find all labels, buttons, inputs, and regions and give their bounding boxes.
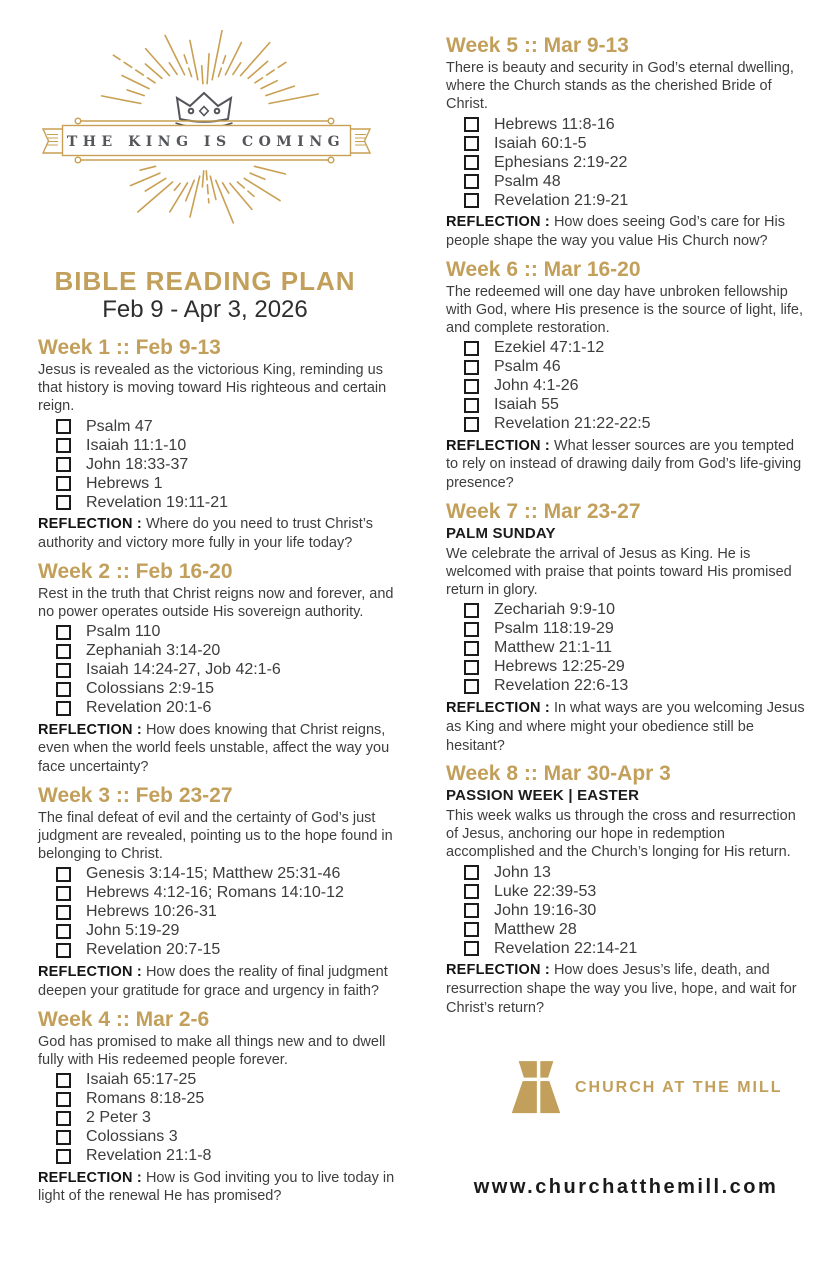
checkbox-icon[interactable] — [464, 922, 479, 937]
checkbox-icon[interactable] — [464, 341, 479, 356]
reading-item — [446, 396, 806, 415]
reflection-label: REFLECTION : — [446, 962, 550, 979]
checkbox-icon[interactable] — [464, 379, 479, 394]
checkbox-icon[interactable] — [56, 1073, 71, 1088]
reading-item — [38, 680, 398, 699]
reading-list — [446, 601, 806, 696]
reflection-label: REFLECTION : — [38, 721, 142, 738]
reading-label: Hebrews 4:12-16; Romans 14:10-12 — [86, 884, 344, 902]
reading-label: Hebrews 12:25-29 — [494, 658, 625, 676]
reading-label: Zechariah 9:9-10 — [494, 601, 615, 619]
reflection-label: REFLECTION : — [38, 516, 142, 532]
reflection-text: How does Jesus’s life, death, and resurrection shape the way you live, hope, and wait for Christ’s return? — [446, 962, 797, 1016]
checkbox-icon[interactable] — [464, 865, 479, 880]
reflection — [446, 961, 806, 1017]
reading-item — [38, 865, 398, 884]
checkbox-icon[interactable] — [56, 886, 71, 901]
reading-label: John 13 — [494, 863, 551, 881]
week-section — [38, 561, 398, 777]
checkbox-icon[interactable] — [56, 1149, 71, 1164]
reading-list — [38, 623, 398, 718]
week-heading: Week 1 :: Feb 9-13 — [38, 336, 221, 359]
reading-item — [38, 1071, 398, 1090]
week-heading: Week 3 :: Feb 23-27 — [38, 783, 233, 807]
reading-label: Hebrews 10:26-31 — [86, 903, 217, 921]
week-description: Jesus is revealed as the victorious King, reminding us that history is moving toward His righteous and certain reign. — [38, 362, 387, 414]
banner-text: THE KING IS COMING — [66, 134, 346, 150]
week-description: This week walks us through the cross and resurrection of Jesus, anchoring our hope in redemption accomplished and the Church’s longing for His return. — [446, 808, 796, 861]
reading-label: Isaiah 55 — [494, 396, 559, 414]
reading-item — [38, 1109, 398, 1128]
checkbox-icon[interactable] — [56, 438, 71, 453]
week-section — [446, 763, 806, 1017]
reflection-text: How is God inviting you to live today in light of the renewal He has promised? — [38, 1169, 395, 1205]
week-heading: Week 2 :: Feb 16-20 — [38, 559, 233, 583]
reading-label: Psalm 47 — [86, 417, 153, 435]
reading-item — [446, 191, 806, 210]
week-description: God has promised to make all things new and to dwell fully with His redeemed people forever. — [38, 1033, 386, 1068]
checkbox-icon[interactable] — [56, 1092, 71, 1107]
reading-item — [38, 1147, 398, 1166]
reading-label: Romans 8:18-25 — [86, 1090, 205, 1108]
king-is-coming-logo — [33, 30, 373, 250]
reading-item — [446, 620, 806, 639]
reading-item — [446, 677, 806, 696]
checkbox-icon[interactable] — [464, 193, 479, 208]
sunburst-rays-icon — [102, 31, 319, 104]
reading-label: Revelation 21:9-21 — [494, 191, 629, 209]
reading-item — [38, 884, 398, 903]
checkbox-icon[interactable] — [56, 1111, 71, 1126]
reading-list — [38, 865, 398, 960]
checkbox-icon[interactable] — [464, 679, 479, 694]
reading-list — [446, 115, 806, 210]
reflection — [38, 721, 398, 777]
checkbox-icon[interactable] — [464, 174, 479, 189]
reading-item — [38, 493, 398, 512]
website-url[interactable]: www.churchatthemill.com — [473, 1175, 779, 1198]
reading-label: Hebrews 11:8-16 — [494, 115, 615, 133]
logo-graphic — [33, 30, 373, 250]
reflection-text: What lesser sources are you tempted to rely on instead of drawing daily from God’s life-giving presence? — [446, 437, 802, 492]
reading-item — [446, 639, 806, 658]
reading-label: Matthew 28 — [494, 920, 577, 938]
reflection-label: REFLECTION : — [446, 699, 550, 716]
reflection — [38, 1169, 398, 1207]
reading-label: John 18:33-37 — [86, 455, 189, 473]
week-description: The redeemed will one day have unbroken fellowship with God, where His presence is the source of light, life, and complete restoration. — [446, 283, 804, 336]
reflection — [446, 699, 806, 755]
reading-item — [446, 172, 806, 191]
reading-label: Genesis 3:14-15; Matthew 25:31-46 — [86, 865, 341, 883]
checkbox-icon[interactable] — [464, 884, 479, 899]
reading-item — [38, 661, 398, 680]
reading-item — [446, 601, 806, 620]
reading-item — [38, 474, 398, 493]
reading-label: Revelation 21:22-22:5 — [494, 415, 651, 433]
reading-label: Isaiah 65:17-25 — [86, 1071, 197, 1089]
week-heading: Week 6 :: Mar 16-20 — [446, 257, 641, 281]
reading-label: Revelation 22:6-13 — [494, 677, 629, 695]
reading-label: Psalm 110 — [86, 623, 161, 641]
left-column — [38, 30, 398, 1214]
reading-label: Revelation 22:14-21 — [494, 939, 638, 957]
reflection-text: How does knowing that Christ reigns, even when the world feels unstable, affect the way you face uncertainty? — [38, 721, 390, 776]
reflection — [38, 515, 398, 553]
checkbox-icon[interactable] — [464, 603, 479, 618]
checkbox-icon[interactable] — [464, 155, 479, 170]
week-description: The final defeat of evil and the certainty of God’s just judgment are revealed, pointing us to the hope found in belonging to Christ. — [38, 809, 393, 862]
reading-item — [446, 377, 806, 396]
reading-item — [38, 436, 398, 455]
reading-list — [446, 863, 806, 958]
reading-label: Revelation 20:7-15 — [86, 941, 221, 959]
week-description: There is beauty and security in God’s eternal dwelling, where the Church stands as the cherished Bride of Christ. — [446, 60, 794, 112]
week-description: Rest in the truth that Christ reigns now and forever, and no power operates outside His sovereign authority. — [38, 585, 394, 620]
checkbox-icon[interactable] — [464, 660, 479, 675]
checkbox-icon[interactable] — [56, 1130, 71, 1145]
reading-label: Psalm 118:19-29 — [494, 620, 614, 638]
reading-item — [38, 623, 398, 642]
checkbox-icon[interactable] — [56, 905, 71, 920]
checkbox-icon[interactable] — [56, 419, 71, 434]
reading-list — [446, 339, 806, 434]
checkbox-icon[interactable] — [56, 457, 71, 472]
reading-item — [446, 658, 806, 677]
checkbox-icon[interactable] — [464, 941, 479, 956]
week-heading: Week 4 :: Mar 2-6 — [38, 1007, 210, 1031]
checkbox-icon[interactable] — [464, 398, 479, 413]
week-subheading: PASSION WEEK | EASTER — [446, 787, 640, 805]
week-heading: Week 5 :: Mar 9-13 — [446, 34, 629, 57]
checkbox-icon[interactable] — [464, 360, 479, 375]
reading-item — [446, 115, 806, 134]
reading-label: John 19:16-30 — [494, 901, 597, 919]
checkbox-icon[interactable] — [464, 136, 479, 151]
reflection-text: How does seeing God’s care for His people shape the way you value His Church now? — [446, 214, 785, 249]
reading-item — [446, 939, 806, 958]
reading-item — [446, 153, 806, 172]
week-subheading: PALM SUNDAY — [446, 524, 556, 542]
reading-item — [446, 358, 806, 377]
reflection — [446, 437, 806, 493]
reflection-text: In what ways are you welcoming Jesus as King and where might your obedience still be hesitant? — [446, 699, 805, 754]
reading-item — [446, 882, 806, 901]
reading-label: Colossians 2:9-15 — [86, 680, 215, 698]
checkbox-icon[interactable] — [56, 943, 71, 958]
reflection-text: How does the reality of final judgment deepen your gratitude for grace and urgency in faith? — [38, 963, 388, 999]
banner-ribbon — [43, 118, 370, 163]
reading-label: Zephaniah 3:14-20 — [86, 642, 221, 660]
church-at-the-mill-logo — [510, 1060, 806, 1116]
reading-item — [38, 699, 398, 718]
page-title: BIBLE READING PLAN — [54, 266, 356, 296]
church-name: CHURCH AT THE MILL — [575, 1078, 783, 1096]
reading-label: Isaiah 11:1-10 — [86, 436, 187, 454]
reading-label: Hebrews 1 — [86, 474, 163, 492]
reading-label: 2 Peter 3 — [86, 1109, 151, 1127]
reading-item — [38, 642, 398, 661]
week-description: We celebrate the arrival of Jesus as King. He is welcomed with praise that points toward His promised return in glory. — [446, 545, 792, 598]
week-section — [446, 501, 806, 755]
checkbox-icon[interactable] — [56, 625, 71, 640]
reading-label: Isaiah 60:1-5 — [494, 134, 587, 152]
checkbox-icon[interactable] — [56, 867, 71, 882]
reading-item — [38, 417, 398, 436]
week-section — [38, 785, 398, 1001]
reflection-label: REFLECTION : — [446, 214, 550, 230]
reading-item — [38, 1128, 398, 1147]
reading-label: Luke 22:39-53 — [494, 882, 597, 900]
week-heading: Week 7 :: Mar 23-27 — [446, 499, 641, 523]
reading-item — [446, 920, 806, 939]
reading-label: John 5:19-29 — [86, 922, 180, 940]
reading-label: Psalm 46 — [494, 358, 561, 376]
checkbox-icon[interactable] — [56, 682, 71, 697]
reading-item — [38, 455, 398, 474]
reading-item — [38, 941, 398, 960]
date-range: Feb 9 - Apr 3, 2026 — [102, 296, 308, 323]
week-section — [446, 35, 806, 251]
checkbox-icon[interactable] — [56, 644, 71, 659]
checkbox-icon[interactable] — [464, 117, 479, 132]
reading-label: Revelation 20:1-6 — [86, 699, 212, 717]
reading-label: Isaiah 14:24-27, Job 42:1-6 — [86, 661, 281, 679]
reading-label: Matthew 21:1-11 — [494, 639, 612, 657]
reflection-label: REFLECTION : — [38, 1169, 142, 1186]
sunburst-rays-icon — [130, 166, 285, 223]
reflection — [38, 963, 398, 1001]
reading-label: Revelation 21:1-8 — [86, 1147, 212, 1165]
reading-item — [446, 863, 806, 882]
checkbox-icon[interactable] — [464, 417, 479, 432]
week-section — [38, 1009, 398, 1207]
reflection — [446, 213, 806, 251]
checkbox-icon[interactable] — [56, 495, 71, 510]
checkbox-icon[interactable] — [56, 701, 71, 716]
reading-item — [446, 339, 806, 358]
reading-label: Colossians 3 — [86, 1128, 178, 1146]
church-cross-mark-icon — [510, 1060, 562, 1116]
checkbox-icon[interactable] — [56, 663, 71, 678]
reflection-label: REFLECTION : — [38, 963, 142, 980]
checkbox-icon[interactable] — [464, 622, 479, 637]
checkbox-icon[interactable] — [464, 903, 479, 918]
reading-item — [446, 415, 806, 434]
reflection-label: REFLECTION : — [446, 437, 550, 454]
week-section — [446, 259, 806, 493]
reading-label: Ephesians 2:19-22 — [494, 153, 628, 171]
reading-item — [38, 922, 398, 941]
week-heading: Week 8 :: Mar 30-Apr 3 — [446, 762, 671, 786]
reading-item — [446, 134, 806, 153]
reading-label: Ezekiel 47:1-12 — [494, 339, 605, 357]
week-section — [38, 337, 398, 553]
checkbox-icon[interactable] — [464, 641, 479, 656]
checkbox-icon[interactable] — [56, 924, 71, 939]
reading-item — [38, 903, 398, 922]
reading-label: Revelation 19:11-21 — [86, 493, 229, 511]
reading-label: John 4:1-26 — [494, 377, 579, 395]
reading-list — [38, 1071, 398, 1166]
reading-item — [446, 901, 806, 920]
right-column — [446, 35, 806, 1199]
reading-list — [38, 417, 398, 512]
reading-item — [38, 1090, 398, 1109]
reflection-text: Where do you need to trust Christ’s authority and victory more fully in your life today? — [38, 516, 373, 551]
checkbox-icon[interactable] — [56, 476, 71, 491]
reading-label: Psalm 48 — [494, 172, 561, 190]
